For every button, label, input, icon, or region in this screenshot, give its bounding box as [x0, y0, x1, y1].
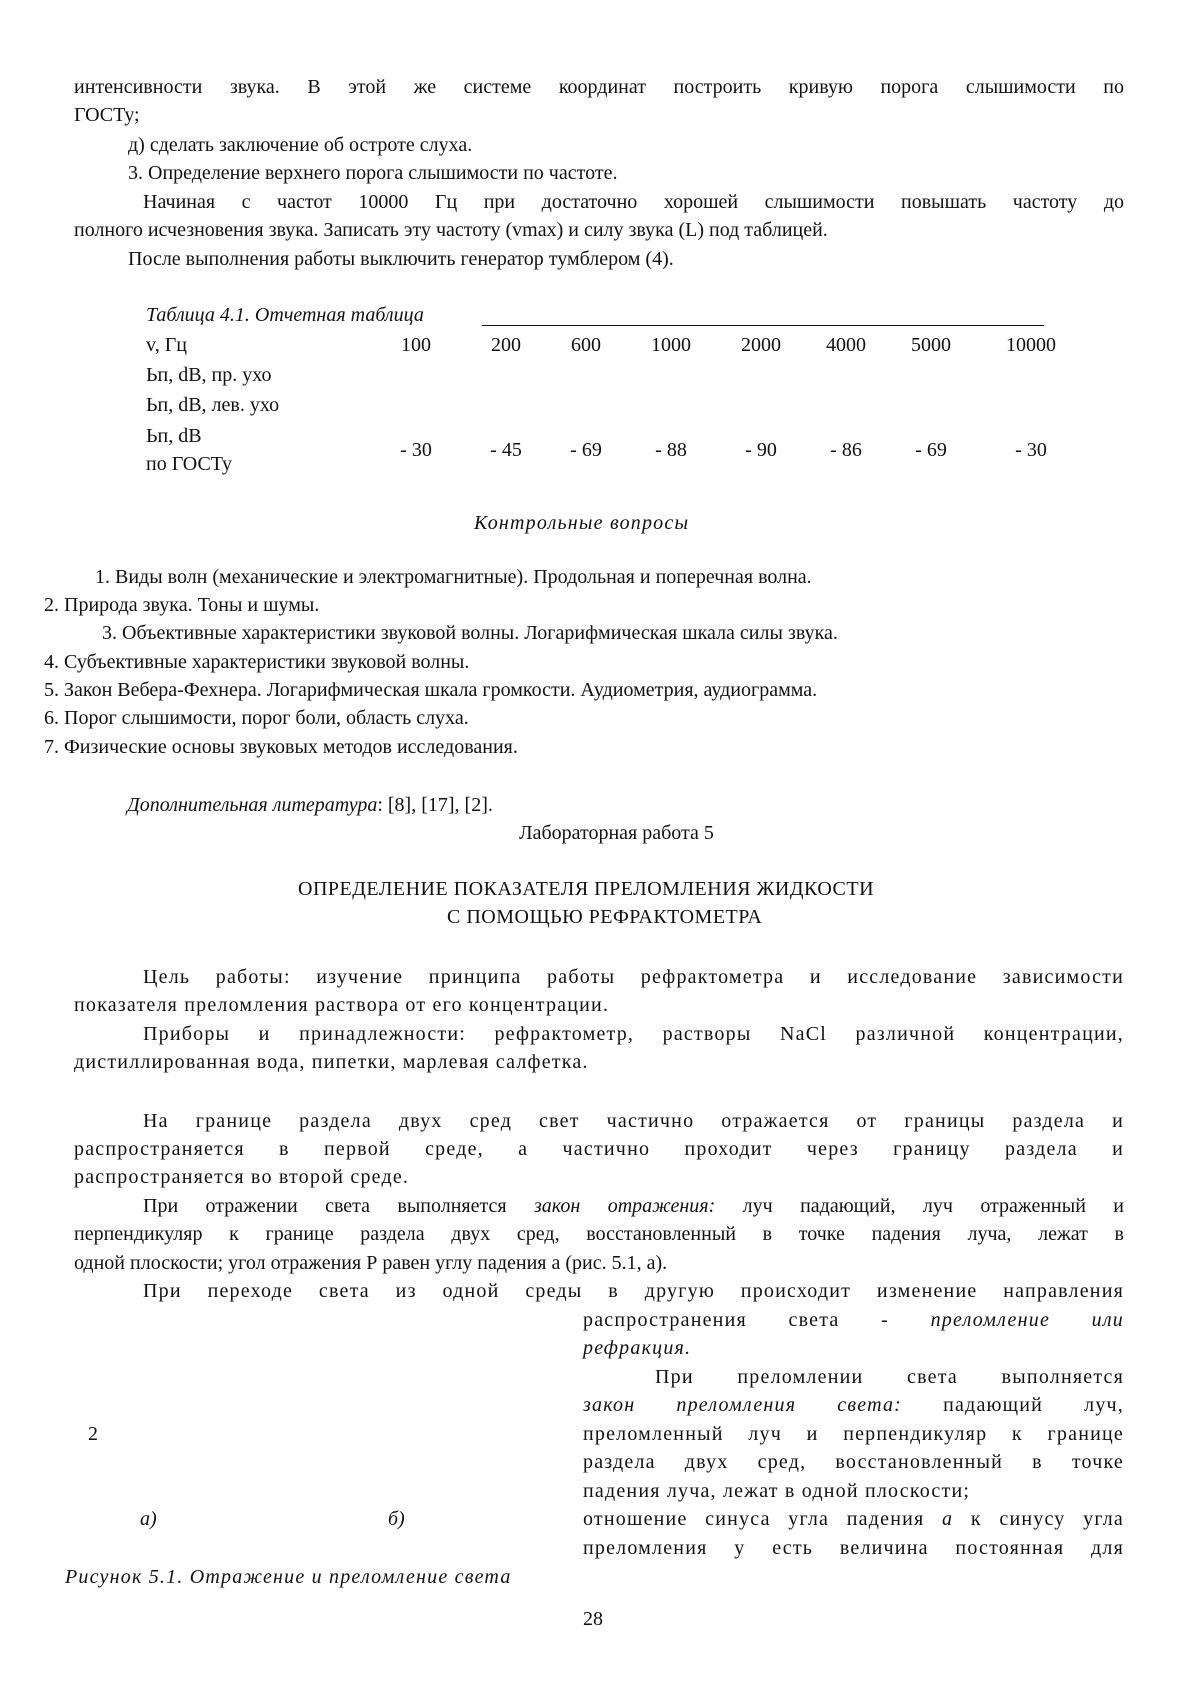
gost-label-line-2: по ГОСТу — [146, 453, 233, 475]
literature-refs: : [8], [17], [2]. — [377, 794, 493, 816]
row-label-gost — [146, 420, 366, 480]
gost-label-line-1: Ьп, dB — [146, 425, 202, 447]
item-3: 3. Определение верхнего порога слышимости по частоте. — [128, 162, 618, 184]
freq-cell: 100 — [401, 333, 431, 356]
question-item: 7. Физические основы звуковых методов исследования. — [44, 736, 518, 758]
p2-line-1 — [143, 1195, 1124, 1218]
top-line-1: интенсивности звука. В этой же системе координат построить кривую порога слышимости по — [74, 76, 1124, 98]
figure-caption: Рисунок 5.1. Отражение и преломление света — [65, 1566, 512, 1588]
tools-line-2: дистиллированная вода, пипетки, марлевая салфетка. — [74, 1051, 589, 1073]
table-row — [146, 420, 1086, 480]
freq-cell: 600 — [571, 333, 601, 356]
lab-title-line-1: ОПРЕДЕЛЕНИЕ ПОКАЗАТЕЛЯ ПРЕЛОМЛЕНИЯ ЖИДКОСТИ — [298, 878, 875, 900]
question-item: 5. Закон Вебера-Фехнера. Логарифмическая шкала громкости. Аудиометрия, аудиограмма. — [44, 679, 818, 701]
p1-line-2: распространяется в первой среде, а частично проходит через границу раздела и — [74, 1138, 1124, 1160]
p4-line-1: При преломлении света выполняется — [655, 1366, 1124, 1388]
questions-title: Контрольные вопросы — [474, 512, 690, 534]
figure-marker: 2 — [88, 1423, 98, 1445]
item-d: д) сделать заключение об остроте слуха. — [128, 134, 473, 156]
gost-cell: - 30 — [400, 438, 432, 461]
p4-law-refraction: закон преломления света: — [583, 1394, 903, 1416]
p2-text-a: При отражении света выполняется — [143, 1195, 534, 1217]
table-caption: Таблица 4.1. Отчетная таблица — [146, 304, 424, 326]
p3-line-3: рефракция. — [583, 1337, 692, 1359]
p5-angle-a: а — [942, 1508, 954, 1530]
table-row — [146, 390, 1086, 420]
p5-text-c: к синусу угла — [953, 1508, 1124, 1530]
goal-line-2: показателя преломления раствора от его концентрации. — [74, 994, 610, 1016]
p4-line-2 — [583, 1394, 1124, 1417]
literature — [127, 794, 493, 817]
p4-line-5: падения луча, лежат в одной плоскости; — [583, 1480, 971, 1502]
report-table — [146, 330, 1086, 480]
row-label-left-ear: Ьп, dB, лев. ухо — [146, 393, 280, 416]
p3-refraction-term: преломление или — [930, 1309, 1124, 1331]
freq-cell: 4000 — [826, 333, 866, 356]
question-item: 4. Субъективные характеристики звуковой волны. — [44, 651, 470, 673]
question-item: 1. Виды волн (механические и электромагнитные). Продольная и поперечная волна. — [95, 566, 812, 588]
freq-cell: 1000 — [651, 333, 691, 356]
gost-cell: - 69 — [570, 438, 602, 461]
literature-label: Дополнительная литература — [127, 794, 378, 816]
gost-cell: - 69 — [915, 438, 947, 461]
figure-label-b: б) — [388, 1508, 405, 1530]
p2-line-3: одной плоскости; угол отражения Р равен углу падения а (рис. 5.1, а). — [74, 1252, 668, 1274]
goal-line-1: Цель работы: изучение принципа работы рефрактометра и исследование зависимости — [143, 966, 1124, 988]
p3-line-1: При переходе света из одной среды в другую происходит изменение направления — [143, 1280, 1124, 1302]
question-item: 6. Порог слышимости, порог боли, область слуха. — [44, 707, 469, 729]
freq-cell: 200 — [491, 333, 521, 356]
p4-line-3: преломленный луч и перпендикуляр к границе — [583, 1423, 1124, 1445]
p4-text-b: падающий луч, — [902, 1394, 1124, 1416]
page-number: 28 — [583, 1608, 603, 1630]
top-line-2: ГОСТу; — [74, 104, 140, 126]
table-row — [146, 330, 1086, 360]
freq-cell: 10000 — [1006, 333, 1056, 356]
p2-law-reflection: закон отражения: — [533, 1195, 716, 1217]
gost-cell: - 86 — [830, 438, 862, 461]
p1-line-1: На границе раздела двух сред свет частично отражается от границы раздела и — [143, 1110, 1124, 1132]
figure-label-a: а) — [140, 1508, 157, 1530]
p3-text-a: распространения света - — [583, 1309, 931, 1331]
p2-text-c: луч падающий, луч отраженный и — [715, 1195, 1124, 1217]
tools-line-1: Приборы и принадлежности: рефрактометр, растворы NaCl различной концентрации, — [143, 1023, 1124, 1045]
table-row — [146, 360, 1086, 390]
para1-line-1: Начиная с частот 10000 Гц при достаточно хорошей слышимости повышать частоту до — [143, 191, 1124, 213]
p5-line-1 — [583, 1508, 1124, 1531]
para2: После выполнения работы выключить генератор тумблером (4). — [128, 248, 674, 270]
lab-number: Лабораторная работа 5 — [519, 822, 714, 844]
gost-cell: - 90 — [745, 438, 777, 461]
gost-cell: - 30 — [1015, 438, 1047, 461]
caption-underline — [482, 325, 1044, 326]
gost-cell: - 88 — [655, 438, 687, 461]
p1-line-3: распространяется во второй среде. — [74, 1166, 410, 1188]
row-label-right-ear: Ьп, dB, пр. ухо — [146, 363, 272, 386]
lab-title-line-2: С ПОМОЩЬЮ РЕФРАКТОМЕТРА — [447, 906, 763, 928]
p3-line-2 — [583, 1309, 1124, 1332]
gost-cell: - 45 — [490, 438, 522, 461]
para1-line-2: полного исчезновения звука. Записать эту частоту (vmax) и силу звука (L) под таблицей. — [74, 219, 828, 241]
question-item: 2. Природа звука. Тоны и шумы. — [44, 594, 320, 616]
freq-cell: 2000 — [741, 333, 781, 356]
p5-line-2: преломления у есть величина постоянная для — [583, 1537, 1124, 1559]
p5-text-a: отношение синуса угла падения — [583, 1508, 943, 1530]
question-item: 3. Объективные характеристики звуковой волны. Логарифмическая шкала силы звука. — [102, 622, 838, 644]
freq-cell: 5000 — [911, 333, 951, 356]
p2-line-2: перпендикуляр к границе раздела двух сред, восстановленный в точке падения луча, лежат в — [74, 1223, 1124, 1245]
row-label-frequency: v, Гц — [146, 333, 187, 356]
p4-line-4: раздела двух сред, восстановленный в точке — [583, 1451, 1124, 1473]
